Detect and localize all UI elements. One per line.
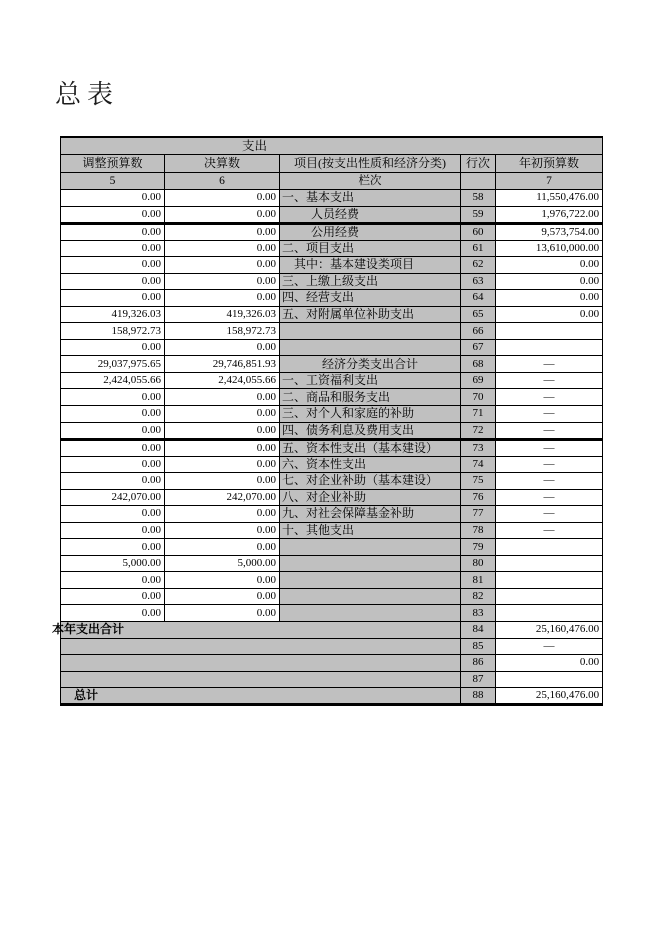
item-cell: 五、资本性支出（基本建设） — [280, 439, 461, 456]
item-cell — [280, 588, 461, 605]
col-header-item: 项目(按支出性质和经济分类) — [280, 155, 461, 173]
table-row — [61, 671, 603, 688]
final-accounts-cell: 0.00 — [165, 389, 280, 406]
adjusted-budget-cell: 2,424,055.66 — [61, 372, 165, 389]
line-number-cell: 66 — [461, 323, 496, 340]
line-number-cell: 70 — [461, 389, 496, 406]
item-cell: 五、对附属单位补助支出 — [280, 306, 461, 323]
initial-budget-cell: 0.00 — [496, 655, 603, 672]
initial-budget-cell: 9,573,754.00 — [496, 223, 603, 240]
item-cell: 公用经费 — [280, 223, 461, 240]
adjusted-budget-cell: 158,972.73 — [61, 323, 165, 340]
item-cell: 八、对企业补助 — [280, 489, 461, 506]
initial-budget-cell: 0.00 — [496, 306, 603, 323]
final-accounts-cell: 158,972.73 — [165, 323, 280, 340]
final-accounts-cell: 0.00 — [165, 522, 280, 539]
adjusted-budget-cell: 0.00 — [61, 522, 165, 539]
adjusted-budget-cell: 29,037,975.65 — [61, 356, 165, 373]
final-accounts-cell: 0.00 — [165, 223, 280, 240]
line-number-cell: 88 — [461, 688, 496, 705]
item-cell: 人员经费 — [280, 206, 461, 223]
initial-budget-cell: 0.00 — [496, 273, 603, 290]
final-accounts-cell: 0.00 — [165, 456, 280, 473]
initial-budget-cell — [496, 555, 603, 572]
final-accounts-cell: 0.00 — [165, 406, 280, 423]
final-accounts-cell: 0.00 — [165, 206, 280, 223]
table-row — [61, 290, 603, 307]
table-row — [61, 522, 603, 539]
adjusted-budget-cell: 0.00 — [61, 339, 165, 356]
final-accounts-cell: 0.00 — [165, 257, 280, 274]
table-row — [61, 555, 603, 572]
line-number-cell: 81 — [461, 572, 496, 589]
final-accounts-cell: 0.00 — [165, 190, 280, 207]
line-number-cell: 85 — [461, 638, 496, 655]
table-row — [61, 655, 603, 672]
table-row — [61, 456, 603, 473]
item-cell: 六、资本性支出 — [280, 456, 461, 473]
table-row — [61, 273, 603, 290]
table-row — [61, 605, 603, 622]
section-header-row — [61, 137, 603, 155]
page-title: 总表 — [55, 80, 120, 109]
item-cell — [280, 572, 461, 589]
initial-budget-cell: — — [496, 422, 603, 439]
table-row — [61, 406, 603, 423]
line-number-cell: 68 — [461, 356, 496, 373]
final-accounts-cell: 0.00 — [165, 506, 280, 523]
initial-budget-cell: — — [496, 489, 603, 506]
item-cell: 九、对社会保障基金补助 — [280, 506, 461, 523]
merged-label: 本年支出合计 — [52, 622, 125, 637]
line-number-cell: 83 — [461, 605, 496, 622]
initial-budget-cell: — — [496, 356, 603, 373]
line-number-cell: 59 — [461, 206, 496, 223]
line-number-cell: 72 — [461, 422, 496, 439]
table-row — [61, 572, 603, 589]
initial-budget-cell: — — [496, 406, 603, 423]
table-row — [61, 190, 603, 207]
table-row — [61, 257, 603, 274]
line-number-cell: 84 — [461, 622, 496, 639]
line-number-cell: 64 — [461, 290, 496, 307]
line-number-cell: 86 — [461, 655, 496, 672]
final-accounts-cell: 0.00 — [165, 240, 280, 257]
line-number-cell: 71 — [461, 406, 496, 423]
table-row — [61, 638, 603, 655]
line-number-cell: 87 — [461, 671, 496, 688]
initial-budget-cell — [496, 572, 603, 589]
line-number-cell: 82 — [461, 588, 496, 605]
final-accounts-cell: 0.00 — [165, 572, 280, 589]
table-row — [61, 206, 603, 223]
final-accounts-cell: 5,000.00 — [165, 555, 280, 572]
adjusted-budget-cell: 0.00 — [61, 588, 165, 605]
adjusted-budget-cell: 0.00 — [61, 605, 165, 622]
adjusted-budget-cell: 0.00 — [61, 190, 165, 207]
column-header-row — [61, 155, 603, 173]
table-body — [52, 190, 603, 705]
adjusted-budget-cell: 0.00 — [61, 257, 165, 274]
table-row — [61, 356, 603, 373]
initial-budget-cell: — — [496, 473, 603, 490]
line-number-cell: 76 — [461, 489, 496, 506]
adjusted-budget-cell: 0.00 — [61, 273, 165, 290]
budget-table — [52, 136, 603, 706]
col-index-6: 6 — [165, 173, 280, 190]
adjusted-budget-cell: 419,326.03 — [61, 306, 165, 323]
adjusted-budget-cell: 5,000.00 — [61, 555, 165, 572]
table-row — [61, 306, 603, 323]
final-accounts-cell: 242,070.00 — [165, 489, 280, 506]
final-accounts-cell: 0.00 — [165, 339, 280, 356]
item-cell: 七、对企业补助（基本建设） — [280, 473, 461, 490]
adjusted-budget-cell: 0.00 — [61, 439, 165, 456]
adjusted-budget-cell: 0.00 — [61, 290, 165, 307]
initial-budget-cell: — — [496, 638, 603, 655]
initial-budget-cell — [496, 671, 603, 688]
final-accounts-cell: 0.00 — [165, 422, 280, 439]
item-cell — [280, 555, 461, 572]
adjusted-budget-cell: 0.00 — [61, 240, 165, 257]
line-number-cell: 60 — [461, 223, 496, 240]
initial-budget-cell — [496, 323, 603, 340]
item-cell — [280, 605, 461, 622]
col-index-blank — [461, 173, 496, 190]
col-header-initial-budget: 年初预算数 — [496, 155, 603, 173]
merged-label-cell — [61, 671, 461, 688]
adjusted-budget-cell: 0.00 — [61, 389, 165, 406]
table-row — [61, 422, 603, 439]
table-row — [61, 588, 603, 605]
item-cell: 三、上缴上级支出 — [280, 273, 461, 290]
table-row — [61, 339, 603, 356]
item-cell: 三、对个人和家庭的补助 — [280, 406, 461, 423]
adjusted-budget-cell: 242,070.00 — [61, 489, 165, 506]
adjusted-budget-cell: 0.00 — [61, 206, 165, 223]
initial-budget-cell: 25,160,476.00 — [496, 622, 603, 639]
adjusted-budget-cell: 0.00 — [61, 473, 165, 490]
initial-budget-cell: 13,610,000.00 — [496, 240, 603, 257]
table-row — [61, 489, 603, 506]
line-number-cell: 79 — [461, 539, 496, 556]
table-row — [61, 439, 603, 456]
line-number-cell: 69 — [461, 372, 496, 389]
item-cell: 二、商品和服务支出 — [280, 389, 461, 406]
adjusted-budget-cell: 0.00 — [61, 539, 165, 556]
table-row — [61, 240, 603, 257]
initial-budget-cell: 11,550,476.00 — [496, 190, 603, 207]
col-header-final-accounts: 决算数 — [165, 155, 280, 173]
final-accounts-cell: 0.00 — [165, 290, 280, 307]
final-accounts-cell: 0.00 — [165, 273, 280, 290]
item-cell: 十、其他支出 — [280, 522, 461, 539]
adjusted-budget-cell: 0.00 — [61, 456, 165, 473]
item-cell — [280, 339, 461, 356]
final-accounts-cell: 0.00 — [165, 439, 280, 456]
column-index-row — [61, 173, 603, 190]
final-accounts-cell: 0.00 — [165, 539, 280, 556]
item-cell — [280, 323, 461, 340]
line-number-cell: 65 — [461, 306, 496, 323]
line-number-cell: 67 — [461, 339, 496, 356]
line-number-cell: 80 — [461, 555, 496, 572]
table-row — [61, 473, 603, 490]
initial-budget-cell: — — [496, 506, 603, 523]
final-accounts-cell: 0.00 — [165, 473, 280, 490]
merged-label-cell — [61, 638, 461, 655]
final-accounts-cell: 0.00 — [165, 605, 280, 622]
table-row — [61, 323, 603, 340]
initial-budget-cell: — — [496, 372, 603, 389]
item-cell: 其中：基本建设类项目 — [280, 257, 461, 274]
initial-budget-cell: 25,160,476.00 — [496, 688, 603, 705]
item-cell: 一、工资福利支出 — [280, 372, 461, 389]
table-row — [61, 389, 603, 406]
adjusted-budget-cell: 0.00 — [61, 572, 165, 589]
line-number-cell: 61 — [461, 240, 496, 257]
adjusted-budget-cell: 0.00 — [61, 223, 165, 240]
line-number-cell: 74 — [461, 456, 496, 473]
initial-budget-cell — [496, 605, 603, 622]
col-index-lanci: 栏次 — [280, 173, 461, 190]
col-header-line-no: 行次 — [461, 155, 496, 173]
initial-budget-cell: — — [496, 389, 603, 406]
item-cell: 二、项目支出 — [280, 240, 461, 257]
table-row — [61, 622, 603, 639]
initial-budget-cell — [496, 539, 603, 556]
initial-budget-cell: — — [496, 522, 603, 539]
table-row — [61, 539, 603, 556]
item-cell: 经济分类支出合计 — [280, 356, 461, 373]
initial-budget-cell: 0.00 — [496, 290, 603, 307]
table-row — [61, 506, 603, 523]
item-cell: 一、基本支出 — [280, 190, 461, 207]
line-number-cell: 58 — [461, 190, 496, 207]
initial-budget-cell: 0.00 — [496, 257, 603, 274]
section-header-cell: 支出 — [61, 137, 603, 155]
item-cell — [280, 539, 461, 556]
final-accounts-cell: 419,326.03 — [165, 306, 280, 323]
line-number-cell: 75 — [461, 473, 496, 490]
merged-label-cell — [61, 688, 461, 705]
merged-label-cell — [52, 622, 461, 639]
item-cell: 四、经营支出 — [280, 290, 461, 307]
initial-budget-cell — [496, 339, 603, 356]
initial-budget-cell: — — [496, 456, 603, 473]
table-row — [61, 372, 603, 389]
line-number-cell: 62 — [461, 257, 496, 274]
merged-label: 总计 — [74, 688, 99, 703]
final-accounts-cell: 29,746,851.93 — [165, 356, 280, 373]
col-index-5: 5 — [61, 173, 165, 190]
item-cell: 四、债务利息及费用支出 — [280, 422, 461, 439]
table-row — [61, 688, 603, 705]
initial-budget-cell: — — [496, 439, 603, 456]
col-index-7: 7 — [496, 173, 603, 190]
merged-label-cell — [61, 655, 461, 672]
table-row — [61, 223, 603, 240]
initial-budget-cell — [496, 588, 603, 605]
adjusted-budget-cell: 0.00 — [61, 506, 165, 523]
adjusted-budget-cell: 0.00 — [61, 422, 165, 439]
final-accounts-cell: 0.00 — [165, 588, 280, 605]
final-accounts-cell: 2,424,055.66 — [165, 372, 280, 389]
line-number-cell: 73 — [461, 439, 496, 456]
line-number-cell: 63 — [461, 273, 496, 290]
col-header-adjusted-budget: 调整预算数 — [61, 155, 165, 173]
initial-budget-cell: 1,976,722.00 — [496, 206, 603, 223]
adjusted-budget-cell: 0.00 — [61, 406, 165, 423]
line-number-cell: 77 — [461, 506, 496, 523]
line-number-cell: 78 — [461, 522, 496, 539]
